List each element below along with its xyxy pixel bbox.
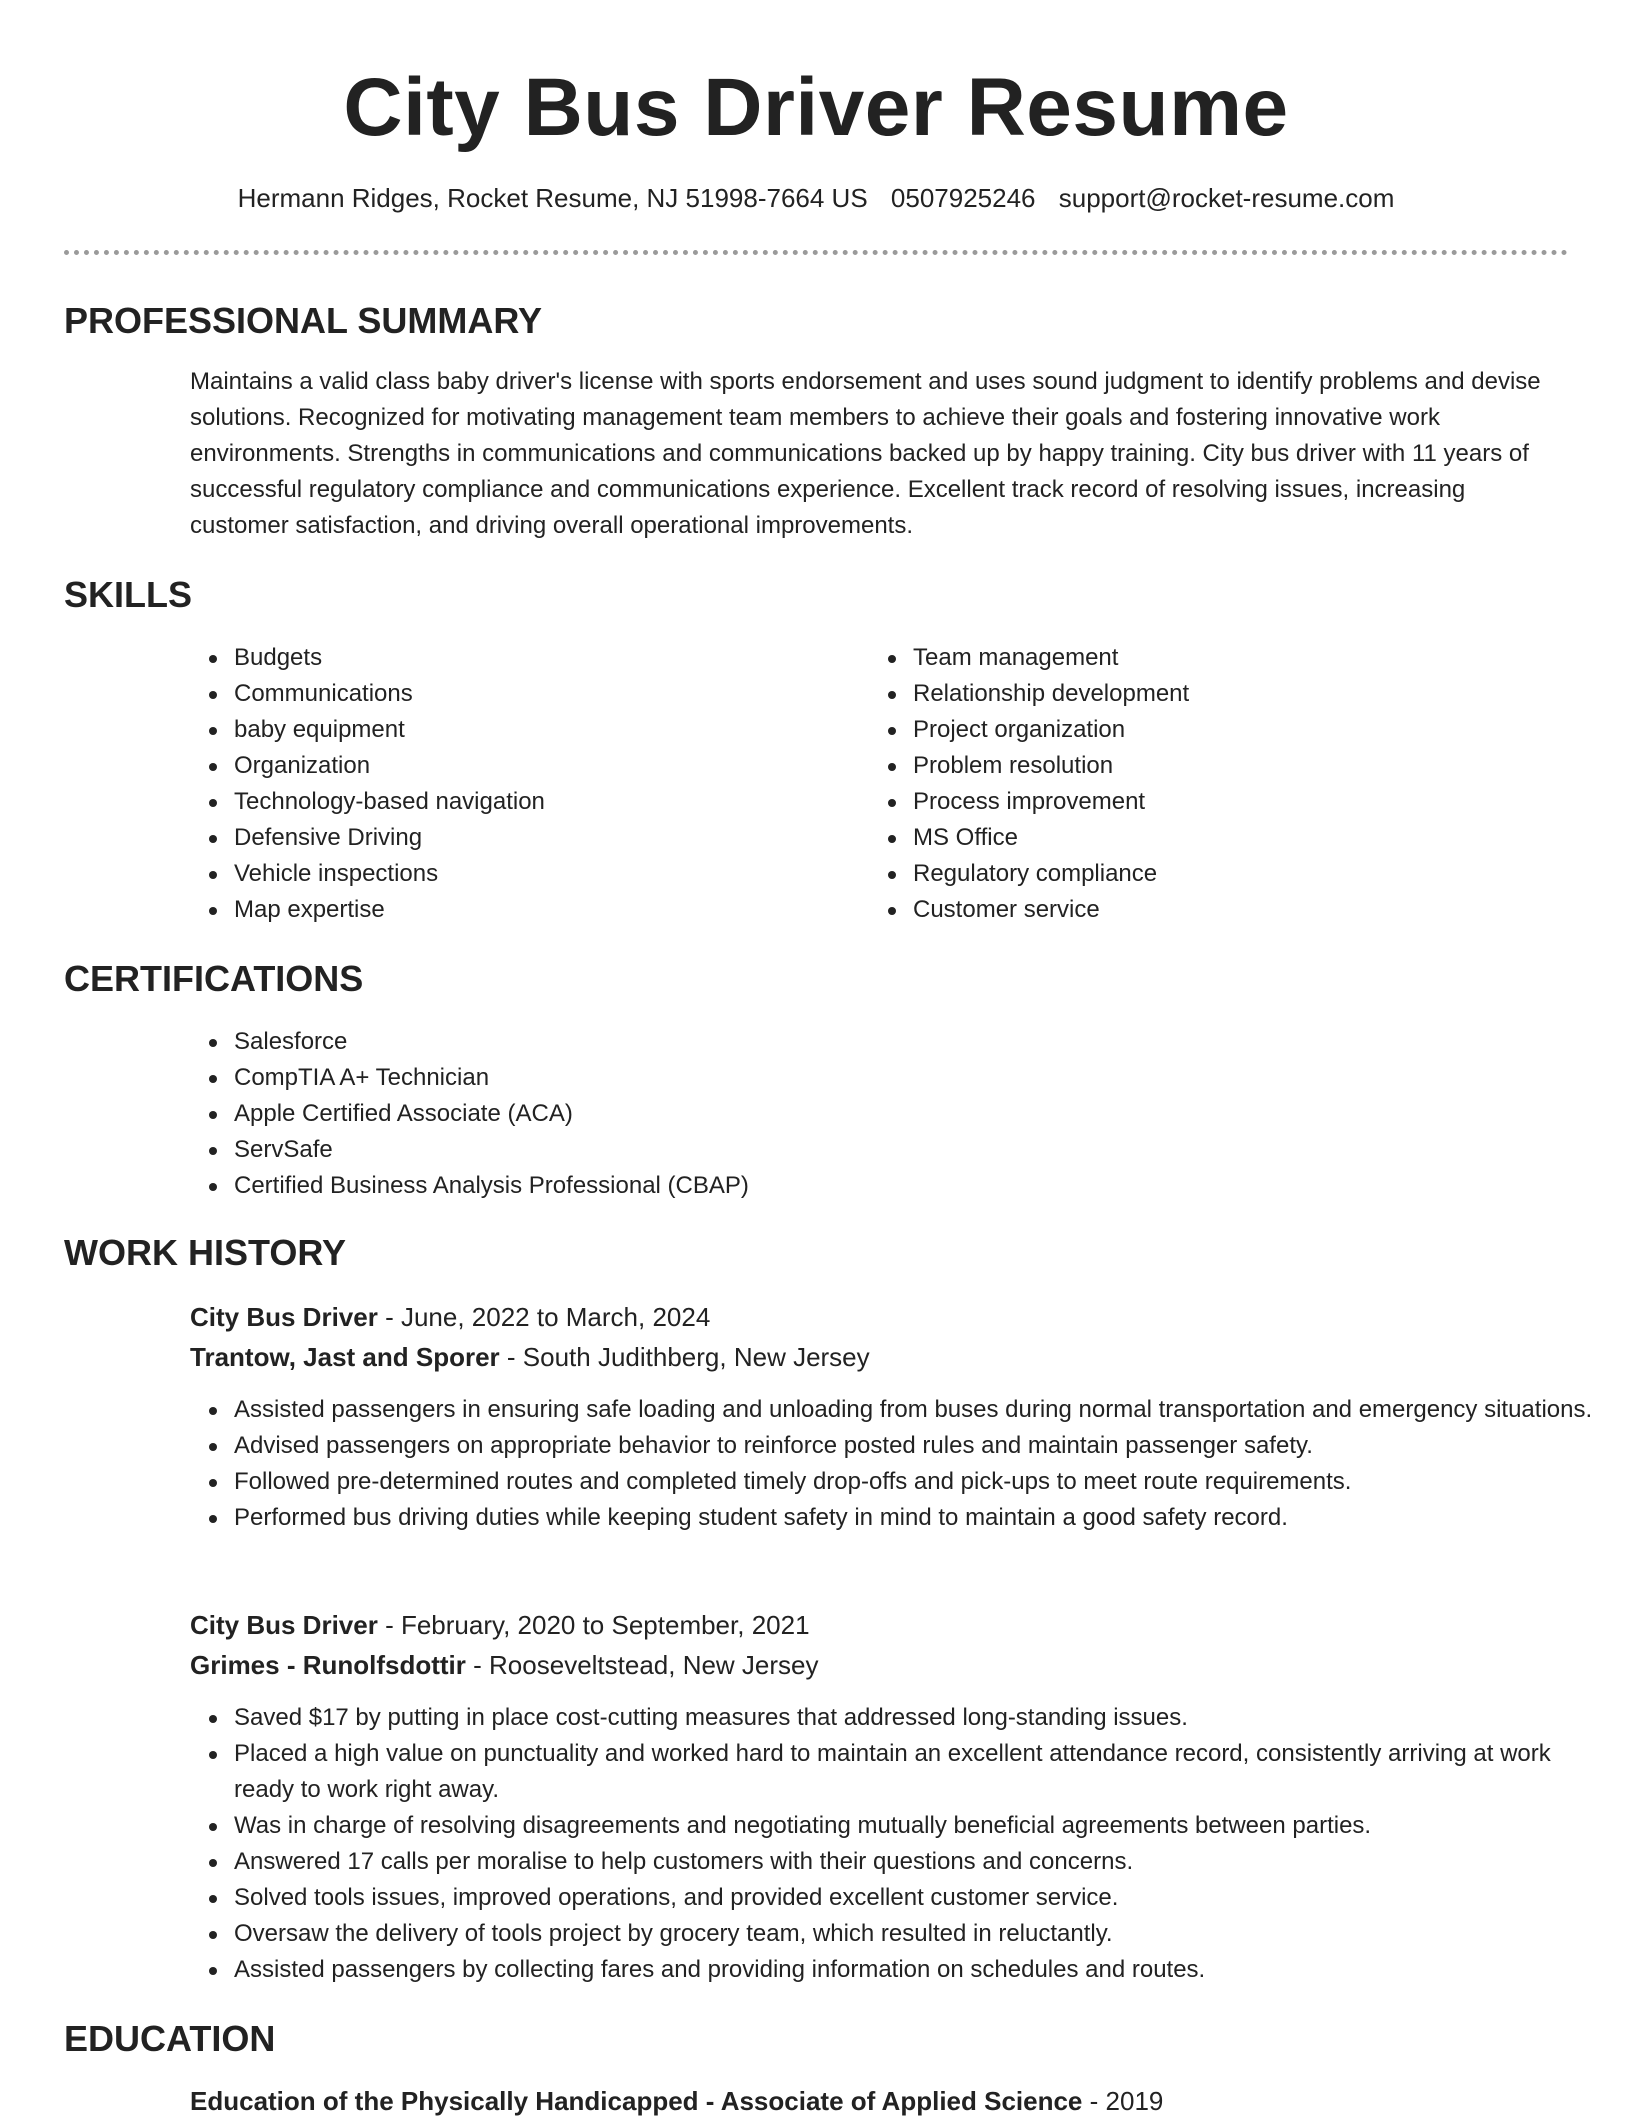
certifications-list xyxy=(190,1024,1534,1204)
resume-title: City Bus Driver Resume xyxy=(343,62,1289,153)
job-dates: June, 2022 to March, 2024 xyxy=(400,1302,711,1332)
job-company: Trantow, Jast and Sporer xyxy=(190,1342,500,1372)
education-heading: EDUCATION xyxy=(64,2018,276,2059)
certification-item: Salesforce xyxy=(234,1024,1534,1060)
education-degree: Education of the Physically Handicapped - Associate of Applied Science xyxy=(190,2086,1083,2116)
summary-text: Maintains a valid class baby driver's license with sports endorsement and uses sound judgment to identify problems and devise solutions. Recognized for motivating management team members to achieve their goals and fostering innovative work environments. Strengths in communications and communications backed up by happy training. City bus driver with 11 years of successful regulatory compliance and communications experience. Excellent track record of resolving issues, increasing customer satisfaction, and driving overall operational improvements. xyxy=(190,368,1541,539)
job-title-line: City Bus Driver - June, 2022 to March, 2024 xyxy=(190,1302,711,1332)
job-duty: Assisted passengers by collecting fares and providing information on schedules and routes. xyxy=(234,1952,1614,1988)
certification-item: CompTIA A+ Technician xyxy=(234,1060,1534,1096)
summary-heading: PROFESSIONAL SUMMARY xyxy=(64,300,543,341)
skill-item: Process improvement xyxy=(913,784,1563,820)
job-duty: Performed bus driving duties while keeping student safety in mind to maintain a good safety record. xyxy=(234,1500,1614,1536)
job-duty: Answered 17 calls per moralise to help customers with their questions and concerns. xyxy=(234,1844,1614,1880)
job-duties-list xyxy=(190,1700,1614,1988)
skill-item: Team management xyxy=(913,640,1563,676)
job-duty: Solved tools issues, improved operations, and provided excellent customer service. xyxy=(234,1880,1614,1916)
work-history-heading: WORK HISTORY xyxy=(64,1232,347,1273)
job-company-line: Trantow, Jast and Sporer - South Judithberg, New Jersey xyxy=(190,1342,870,1372)
job-location: Rooseveltstead, New Jersey xyxy=(489,1650,819,1680)
skill-item: Communications xyxy=(234,676,854,712)
skill-item: Regulatory compliance xyxy=(913,856,1563,892)
job-duty: Advised passengers on appropriate behavior to reinforce posted rules and maintain passenger safety. xyxy=(234,1428,1614,1464)
job-title-line: City Bus Driver - February, 2020 to September, 2021 xyxy=(190,1610,810,1640)
job-duty: Placed a high value on punctuality and worked hard to maintain an excellent attendance record, consistently arriving at work ready to work right away. xyxy=(234,1736,1614,1808)
job-duty: Assisted passengers in ensuring safe loading and unloading from buses during normal transportation and emergency situations. xyxy=(234,1392,1614,1428)
skill-item: Relationship development xyxy=(913,676,1563,712)
contact-phone: 0507925246 xyxy=(890,183,1036,213)
skills-list-right xyxy=(869,640,1563,928)
contact-line xyxy=(0,180,1632,216)
skill-item: Budgets xyxy=(234,640,854,676)
job-duty: Was in charge of resolving disagreements and negotiating mutually beneficial agreements between parties. xyxy=(234,1808,1614,1844)
certification-item: Certified Business Analysis Professional (CBAP) xyxy=(234,1168,1534,1204)
skill-item: MS Office xyxy=(913,820,1563,856)
skills-list-left xyxy=(190,640,854,928)
skill-item: Customer service xyxy=(913,892,1563,928)
skill-item: Project organization xyxy=(913,712,1563,748)
header-divider xyxy=(64,250,1568,255)
job-duties-list xyxy=(190,1392,1614,1536)
job-dates: February, 2020 to September, 2021 xyxy=(400,1610,810,1640)
skill-item: Defensive Driving xyxy=(234,820,854,856)
job-duty: Saved $17 by putting in place cost-cutting measures that addressed long-standing issues. xyxy=(234,1700,1614,1736)
skill-item: baby equipment xyxy=(234,712,854,748)
job-title: City Bus Driver xyxy=(190,1610,378,1640)
skill-item: Organization xyxy=(234,748,854,784)
certifications-heading: CERTIFICATIONS xyxy=(64,958,364,999)
skill-item: Vehicle inspections xyxy=(234,856,854,892)
contact-email: support@rocket-resume.com xyxy=(1058,183,1395,213)
job-duty: Followed pre-determined routes and completed timely drop-offs and pick-ups to meet route requirements. xyxy=(234,1464,1614,1500)
job-title: City Bus Driver xyxy=(190,1302,378,1332)
education-year: 2019 xyxy=(1105,2086,1164,2116)
skill-item: Technology-based navigation xyxy=(234,784,854,820)
job-duty: Oversaw the delivery of tools project by grocery team, which resulted in reluctantly. xyxy=(234,1916,1614,1952)
skill-item: Map expertise xyxy=(234,892,854,928)
certification-item: ServSafe xyxy=(234,1132,1534,1168)
skill-item: Problem resolution xyxy=(913,748,1563,784)
contact-address: Hermann Ridges, Rocket Resume, NJ 51998-7664 US xyxy=(237,183,868,213)
job-company: Grimes - Runolfsdottir xyxy=(190,1650,466,1680)
job-location: South Judithberg, New Jersey xyxy=(522,1342,870,1372)
skills-heading: SKILLS xyxy=(64,574,193,615)
job-company-line: Grimes - Runolfsdottir - Rooseveltstead, New Jersey xyxy=(190,1650,819,1680)
certification-item: Apple Certified Associate (ACA) xyxy=(234,1096,1534,1132)
education-line: Education of the Physically Handicapped - Associate of Applied Science - 2019 xyxy=(190,2086,1164,2116)
